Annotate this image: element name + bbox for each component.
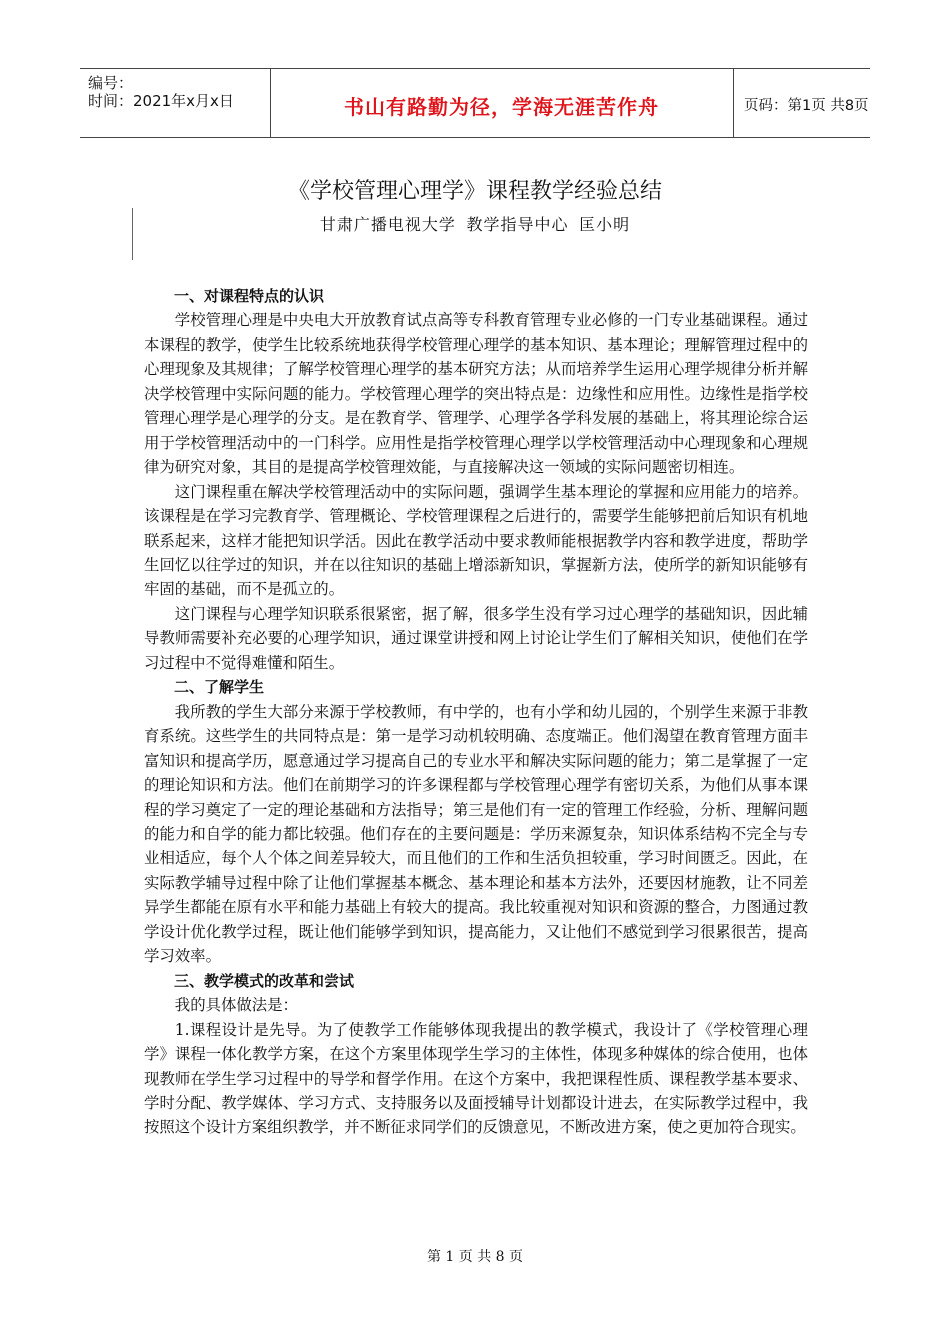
motto-text: 书山有路勤为径，学海无涯苦作舟: [344, 95, 659, 119]
paragraph: 这门课程重在解决学校管理活动中的实际问题，强调学生基本理论的掌握和应用能力的培养。该课程是在学习完教育学、管理概论、学校管理课程之后进行的，需要学生能够把前后知识有机地联系起来，这样才能把知识学活。因此在教学活动中要求教师能根据教学内容和教学进度，帮助学生回忆以往学过的知识，并在以往知识的基础上增添新知识，掌握新方法，使所学的新知识能够有牢固的基础，而不是孤立的。: [144, 482, 808, 599]
paragraph: 1.课程设计是先导。为了使教学工作能够体现我提出的教学模式，我设计了《学校管理心理学》课程一体化教学方案，在这个方案里体现学生学习的主体性，体现多种媒体的综合使用，也体现教师在学生学习过程中的导学和督学作用。在这个方案中，我把课程性质、课程教学基本要求、学时分配、教学媒体、学习方式、支持服务以及面授辅导计划都设计进去，在实际教学过程中，我按照这个设计方案组织教学，并不断征求同学们的反馈意见，不断改进方案，使之更加符合现实。: [144, 1020, 808, 1137]
section-heading-1: 一、对课程特点的认识: [174, 287, 325, 305]
paragraph: 我的具体做法是：: [174, 996, 298, 1015]
document-body: [144, 284, 808, 1140]
paragraph: 学校管理心理是中央电大开放教育试点高等专科教育管理专业必修的一门专业基础课程。通过本课程的教学，使学生比较系统地获得学校管理心理学的基本知识、基本理论；理解管理过程中的心理现象及其规律；了解学校管理心理学的基本研究方法；从而培养学生运用心理学规律分析并解决学校管理中实际问题的能力。学校管理心理学的突出特点是：边缘性和应用性。边缘性是指学校管理心理学是心理学的分支。是在教育学、管理学、心理学各学科发展的基础上，将其理论综合运用于学校管理活动中的一门科学。应用性是指学校管理心理学以学校管理活动中心理现象和心理规律为研究对象，其目的是提高学校管理效能，与直接解决这一领域的实际问题密切相连。: [144, 311, 808, 477]
paragraph: 我所教的学生大部分来源于学校教师，有中学的，也有小学和幼儿园的，个别学生来源于非教育系统。这些学生的共同特点是：第一是学习动机较明确、态度端正。他们渴望在教育管理方面丰富知识和提高学历，愿意通过学习提高自己的专业水平和解决实际问题的能力；第二是掌握了一定的理论知识和方法。他们在前期学习的许多课程都与学校管理心理学有密切关系，为他们从事本课程的学习奠定了一定的理论基础和方法指导；第三是他们有一定的管理工作经验，分析、理解问题的能力和自学的能力都比较强。他们存在的主要问题是：学历来源复杂，知识体系结构不完全与专业相适应，每个人个体之间差异较大，而且他们的工作和生活负担较重，学习时间匮乏。因此，在实际教学辅导过程中除了让他们掌握基本概念、基本理论和基本方法外，还要因材施教，让不同差异学生都能在原有水平和能力基础上有较大的提高。我比较重视对知识和资源的整合，力图通过教学设计优化教学过程，既让他们能够学到知识，提高能力，又让他们不感觉到学习很累很苦，提高学习效率。: [144, 702, 808, 966]
section-heading-2: 二、了解学生: [174, 678, 265, 697]
document-title: 《学校管理心理学》课程教学经验总结: [287, 179, 662, 204]
paragraph: 这门课程与心理学知识联系很紧密，据了解，很多学生没有学习过心理学的基础知识，因此辅导教师需要补充必要的心理学知识，通过课堂讲授和网上讨论让学生们了解相关知识，使他们在学习过程中不觉得难懂和陌生。: [144, 604, 808, 672]
author-line: 甘肃广播电视大学 教学指导中心 匡小明: [319, 215, 631, 234]
header-page-cell: [734, 69, 870, 137]
date-label: 时间：2021年x月x日: [88, 92, 234, 110]
header-table: [80, 68, 870, 138]
header-motto-cell: [270, 69, 734, 137]
header-info-cell: [80, 69, 271, 137]
page-info: 页码：第1页 共8页: [744, 98, 869, 114]
section-heading-3: 三、教学模式的改革和尝试: [174, 971, 355, 990]
page-footer: 第 1 页 共 8 页: [426, 1249, 524, 1265]
number-label: 编号：: [88, 74, 134, 92]
